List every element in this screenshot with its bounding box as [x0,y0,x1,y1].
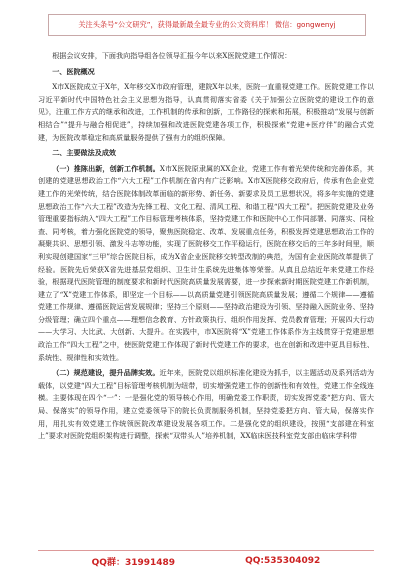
qq-group-text: QQ群：31991489 [91,557,176,568]
subsection-title-1: （一）推陈出新，创新工作机制。 [52,163,160,173]
section-heading-practices: 二、主要做法及成效 [52,148,117,158]
document-body [38,50,374,446]
subsection-title-2: （二）规范建设，提升品牌实效。 [52,368,160,378]
promo-banner: 关注头条号“公文研究”，获得最新最全最专业的公文资料库！ 微信：gongwenyj [48,14,366,36]
qq-number-text: QQ:535304092 [245,556,321,566]
contact-footer [38,550,374,571]
subsection-text-2: 近年来，医院党以组织标准化建设为抓手，以主题活动及系列活动为载体，以党建“四大工程”目标管理考核机制为纽带，切实增强党建工作的创新性和有效性，党建工作全线连横。主要体现在四个“一”：一是强化党的领导核心作用，明确党委工作职责，切实发挥党委“把方向、管大局、保落实”的领导作用，建立党委领导下的院长负责制服务机制，坚持党委把方向、管大局，保落实作用，用扎实有效党建工作统领医院改革建设发展各项工作。二是强化党的组织建设，按照“支部建在科室上”要求对医院党组织架构进行调整，探索“双带头人”培养机制，XX临床医技科室党支部由临床学科带 [38,368,375,441]
subsection-paragraph-2 [38,367,374,443]
section-heading-overview: 一、医院概况 [52,66,95,76]
subsection-paragraph-1 [38,163,374,365]
intro-paragraph: 根据会议安排，下面我向指导组各位领导汇报今年以来X医院党建工作情况： [52,51,292,60]
overview-paragraph: X市X医院成立于X年，X年移交X市政府管理，建院X年以来，医院一直重视党建工作。医院党建工作以习近平新时代中国特色社会主义思想为指导，认真贯彻落实省委《关于加强公立医院党的建设工作的意见》，注重工作方式的继承和改进，工作机制的传承和创新，工作路径的探索和拓展，积极推动“发展与创新相结合”“提升与融合相促进”，持续加强和改进医院党建各项工作，积极探索“党建+医疗伴”的融合式党建，为医院改革稳定和高质量服务提供了强有力的组织保障。 [38,82,374,142]
subsection-text-1: X市X医院原隶属的XX企业，党建工作有着光荣传统和完善体系，其创建的党建思想政治工作“六大工程”工作机制在省内有广泛影响。X市X医院移交政府后，传承有色企业党建工作的光荣传统，结合医院体制改革面临的新形势、新任务、新要求及员工思想状况，将多年实施的党建思想政治工作“六大工程”改造为先锋工程、文化工程、清风工程、和谐工程“四大工程”。把医院党建及业务管理重要指标纳入“四大工程”工作目标管理考核体系，坚持党建工作和医院中心工作同部署、同落实、同检查、同考核，着力强化医院党的领导，聚焦医院稳定、改革、发展重点任务，积极发挥党建思想政治工作的凝聚共识、思想引领、激发斗志等功能，实现了医院移交工作平稳运行，医院在移交后的三年多时间里，顺利实现创建国家“三甲”综合医院目标，成为X省企业医院移交转型改制的典范，为国有企业医院改革提供了经验。医院先后荣获X省先进基层党组织、卫生计生系统先进集体等荣誉。从真且总结近年来党建工作经验，根据现代医院管理的制度要求和新时代医院高质量发展需要，进一步探索新时期医院党建工作新机制，建立了“X”党建工作体系，即坚定一个目标——以高质量党建引领医院高质量发展；遵循二个规律——遵循党建工作规律、遵循医院运营发展规律；坚持三个原则——坚持政治建设为引领、坚持融入医院业务、坚持分级管理；确立四个重点——理想信念教育、方针政策执行、组织作用发挥、党员教育管理；开展四大行动——大学习、大比武、大创新、大提升。在实践中，市X医院将“X”党建工作体系作为主线贯穿于党建思想政治工作“四大工程”之中，使医院党建工作体现了新时代党建工作的要求，也在创新和改进中更具目标性、系统性、规律性和实效性。 [38,163,375,362]
